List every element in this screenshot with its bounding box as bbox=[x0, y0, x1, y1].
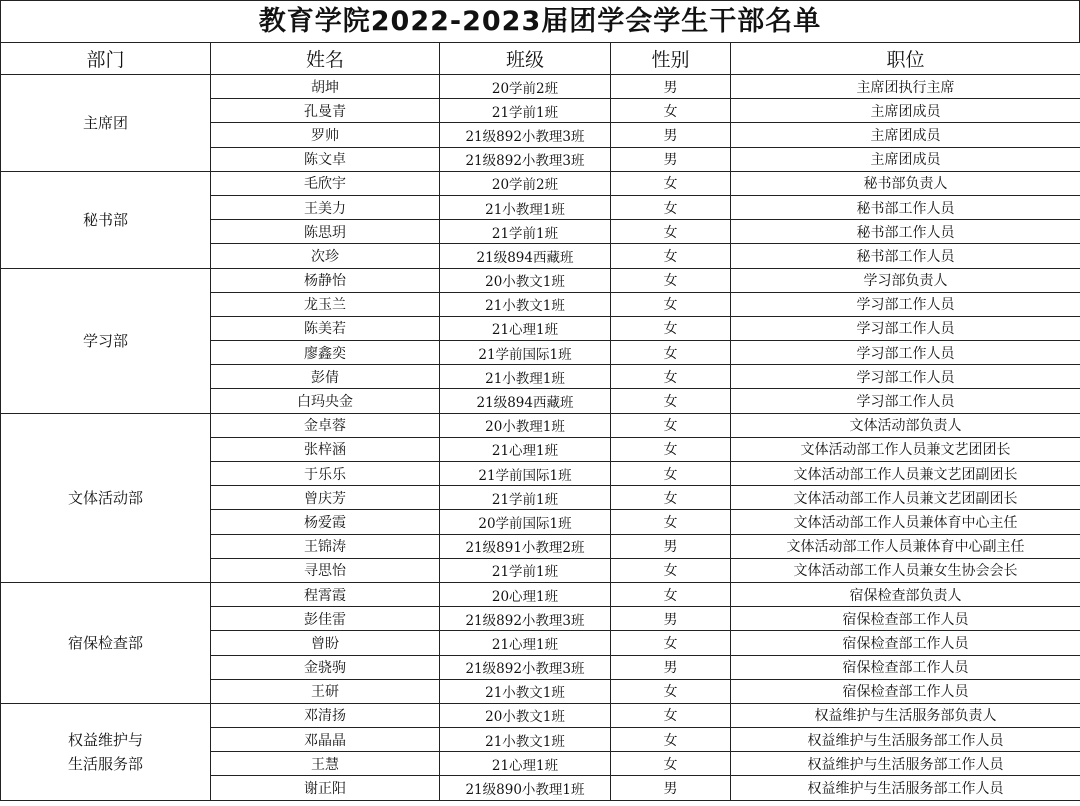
name-cell: 彭倩 bbox=[211, 365, 440, 389]
name-cell: 王慧 bbox=[211, 752, 440, 776]
position-cell: 学习部工作人员 bbox=[731, 365, 1080, 389]
class-cell: 21小教理1班 bbox=[440, 365, 611, 389]
department-cell: 学习部 bbox=[1, 268, 211, 413]
name-cell: 陈美若 bbox=[211, 316, 440, 340]
position-cell: 宿保检查部工作人员 bbox=[731, 607, 1080, 631]
name-cell: 王美力 bbox=[211, 195, 440, 219]
gender-cell: 女 bbox=[611, 462, 731, 486]
gender-cell: 女 bbox=[611, 582, 731, 606]
class-cell: 21小教理1班 bbox=[440, 195, 611, 219]
class-cell: 21学前国际1班 bbox=[440, 462, 611, 486]
gender-cell: 男 bbox=[611, 147, 731, 171]
gender-cell: 男 bbox=[611, 776, 731, 800]
name-cell: 白玛央金 bbox=[211, 389, 440, 413]
class-cell: 20学前2班 bbox=[440, 75, 611, 99]
class-cell: 21学前国际1班 bbox=[440, 341, 611, 365]
name-cell: 王锦涛 bbox=[211, 534, 440, 558]
name-cell: 杨爱霞 bbox=[211, 510, 440, 534]
name-cell: 金骁驹 bbox=[211, 655, 440, 679]
gender-cell: 女 bbox=[611, 268, 731, 292]
gender-cell: 女 bbox=[611, 486, 731, 510]
gender-cell: 女 bbox=[611, 220, 731, 244]
class-cell: 21心理1班 bbox=[440, 437, 611, 461]
gender-cell: 女 bbox=[611, 510, 731, 534]
position-cell: 主席团成员 bbox=[731, 123, 1080, 147]
class-cell: 21级892小教理3班 bbox=[440, 147, 611, 171]
gender-cell: 女 bbox=[611, 292, 731, 316]
name-cell: 次珍 bbox=[211, 244, 440, 268]
class-cell: 21级894西藏班 bbox=[440, 389, 611, 413]
position-cell: 宿保检查部负责人 bbox=[731, 582, 1080, 606]
name-cell: 寻思怡 bbox=[211, 558, 440, 582]
position-cell: 学习部工作人员 bbox=[731, 292, 1080, 316]
gender-cell: 男 bbox=[611, 655, 731, 679]
department-cell: 文体活动部 bbox=[1, 413, 211, 582]
position-cell: 主席团成员 bbox=[731, 99, 1080, 123]
name-cell: 杨静怡 bbox=[211, 268, 440, 292]
position-cell: 宿保检查部工作人员 bbox=[731, 679, 1080, 703]
name-cell: 于乐乐 bbox=[211, 462, 440, 486]
header-name: 姓名 bbox=[211, 43, 440, 75]
class-cell: 21小教文1班 bbox=[440, 292, 611, 316]
class-cell: 21级892小教理3班 bbox=[440, 123, 611, 147]
department-cell: 宿保检查部 bbox=[1, 582, 211, 703]
table-row bbox=[1, 268, 1080, 292]
roster-body bbox=[1, 75, 1080, 801]
name-cell: 廖鑫奕 bbox=[211, 341, 440, 365]
class-cell: 21学前1班 bbox=[440, 558, 611, 582]
department-cell: 权益维护与 生活服务部 bbox=[1, 703, 211, 800]
department-cell: 秘书部 bbox=[1, 171, 211, 268]
name-cell: 陈思玥 bbox=[211, 220, 440, 244]
header-class: 班级 bbox=[440, 43, 611, 75]
header-position: 职位 bbox=[731, 43, 1080, 75]
position-cell: 文体活动部工作人员兼体育中心主任 bbox=[731, 510, 1080, 534]
name-cell: 毛欣宇 bbox=[211, 171, 440, 195]
position-cell: 权益维护与生活服务部工作人员 bbox=[731, 728, 1080, 752]
class-cell: 21小教文1班 bbox=[440, 728, 611, 752]
class-cell: 21学前1班 bbox=[440, 220, 611, 244]
page-title: 教育学院2022-2023届团学会学生干部名单 bbox=[0, 0, 1080, 42]
class-cell: 20心理1班 bbox=[440, 582, 611, 606]
name-cell: 胡坤 bbox=[211, 75, 440, 99]
table-row bbox=[1, 171, 1080, 195]
gender-cell: 女 bbox=[611, 437, 731, 461]
name-cell: 程霄霞 bbox=[211, 582, 440, 606]
position-cell: 文体活动部工作人员兼文艺团副团长 bbox=[731, 486, 1080, 510]
table-row bbox=[1, 703, 1080, 727]
name-cell: 邓晶晶 bbox=[211, 728, 440, 752]
position-cell: 主席团成员 bbox=[731, 147, 1080, 171]
class-cell: 21级892小教理3班 bbox=[440, 655, 611, 679]
gender-cell: 女 bbox=[611, 389, 731, 413]
class-cell: 21小教文1班 bbox=[440, 679, 611, 703]
gender-cell: 男 bbox=[611, 534, 731, 558]
gender-cell: 女 bbox=[611, 195, 731, 219]
position-cell: 秘书部负责人 bbox=[731, 171, 1080, 195]
class-cell: 21级890小教理1班 bbox=[440, 776, 611, 800]
position-cell: 权益维护与生活服务部负责人 bbox=[731, 703, 1080, 727]
class-cell: 20学前国际1班 bbox=[440, 510, 611, 534]
gender-cell: 女 bbox=[611, 365, 731, 389]
class-cell: 21学前1班 bbox=[440, 486, 611, 510]
name-cell: 彭佳雷 bbox=[211, 607, 440, 631]
table-row bbox=[1, 582, 1080, 606]
gender-cell: 女 bbox=[611, 171, 731, 195]
name-cell: 王研 bbox=[211, 679, 440, 703]
header-row bbox=[1, 43, 1080, 75]
position-cell: 学习部工作人员 bbox=[731, 389, 1080, 413]
class-cell: 20小教文1班 bbox=[440, 268, 611, 292]
table-row bbox=[1, 413, 1080, 437]
name-cell: 龙玉兰 bbox=[211, 292, 440, 316]
table-row bbox=[1, 75, 1080, 99]
position-cell: 秘书部工作人员 bbox=[731, 195, 1080, 219]
class-cell: 21级891小教理2班 bbox=[440, 534, 611, 558]
position-cell: 文体活动部工作人员兼文艺团副团长 bbox=[731, 462, 1080, 486]
department-cell: 主席团 bbox=[1, 75, 211, 172]
class-cell: 21学前1班 bbox=[440, 99, 611, 123]
name-cell: 张梓涵 bbox=[211, 437, 440, 461]
gender-cell: 女 bbox=[611, 703, 731, 727]
position-cell: 宿保检查部工作人员 bbox=[731, 631, 1080, 655]
gender-cell: 女 bbox=[611, 99, 731, 123]
gender-cell: 男 bbox=[611, 123, 731, 147]
class-cell: 20小教文1班 bbox=[440, 703, 611, 727]
position-cell: 学习部负责人 bbox=[731, 268, 1080, 292]
gender-cell: 女 bbox=[611, 752, 731, 776]
name-cell: 曾庆芳 bbox=[211, 486, 440, 510]
position-cell: 宿保检查部工作人员 bbox=[731, 655, 1080, 679]
name-cell: 谢正阳 bbox=[211, 776, 440, 800]
name-cell: 孔曼青 bbox=[211, 99, 440, 123]
position-cell: 文体活动部工作人员兼体育中心副主任 bbox=[731, 534, 1080, 558]
name-cell: 金卓蓉 bbox=[211, 413, 440, 437]
gender-cell: 女 bbox=[611, 558, 731, 582]
class-cell: 21心理1班 bbox=[440, 752, 611, 776]
position-cell: 秘书部工作人员 bbox=[731, 220, 1080, 244]
position-cell: 主席团执行主席 bbox=[731, 75, 1080, 99]
class-cell: 20学前2班 bbox=[440, 171, 611, 195]
gender-cell: 女 bbox=[611, 244, 731, 268]
name-cell: 曾盼 bbox=[211, 631, 440, 655]
position-cell: 秘书部工作人员 bbox=[731, 244, 1080, 268]
position-cell: 文体活动部工作人员兼文艺团团长 bbox=[731, 437, 1080, 461]
name-cell: 陈文卓 bbox=[211, 147, 440, 171]
roster-table bbox=[0, 42, 1080, 801]
position-cell: 文体活动部工作人员兼女生协会会长 bbox=[731, 558, 1080, 582]
header-gender: 性别 bbox=[611, 43, 731, 75]
class-cell: 21级892小教理3班 bbox=[440, 607, 611, 631]
gender-cell: 女 bbox=[611, 316, 731, 340]
class-cell: 20小教理1班 bbox=[440, 413, 611, 437]
gender-cell: 女 bbox=[611, 631, 731, 655]
position-cell: 权益维护与生活服务部工作人员 bbox=[731, 752, 1080, 776]
position-cell: 权益维护与生活服务部工作人员 bbox=[731, 776, 1080, 800]
gender-cell: 女 bbox=[611, 341, 731, 365]
position-cell: 学习部工作人员 bbox=[731, 316, 1080, 340]
class-cell: 21心理1班 bbox=[440, 631, 611, 655]
gender-cell: 男 bbox=[611, 75, 731, 99]
gender-cell: 男 bbox=[611, 607, 731, 631]
name-cell: 邓清扬 bbox=[211, 703, 440, 727]
name-cell: 罗帅 bbox=[211, 123, 440, 147]
gender-cell: 女 bbox=[611, 728, 731, 752]
position-cell: 文体活动部负责人 bbox=[731, 413, 1080, 437]
gender-cell: 女 bbox=[611, 679, 731, 703]
header-dept: 部门 bbox=[1, 43, 211, 75]
position-cell: 学习部工作人员 bbox=[731, 341, 1080, 365]
class-cell: 21心理1班 bbox=[440, 316, 611, 340]
class-cell: 21级894西藏班 bbox=[440, 244, 611, 268]
gender-cell: 女 bbox=[611, 413, 731, 437]
